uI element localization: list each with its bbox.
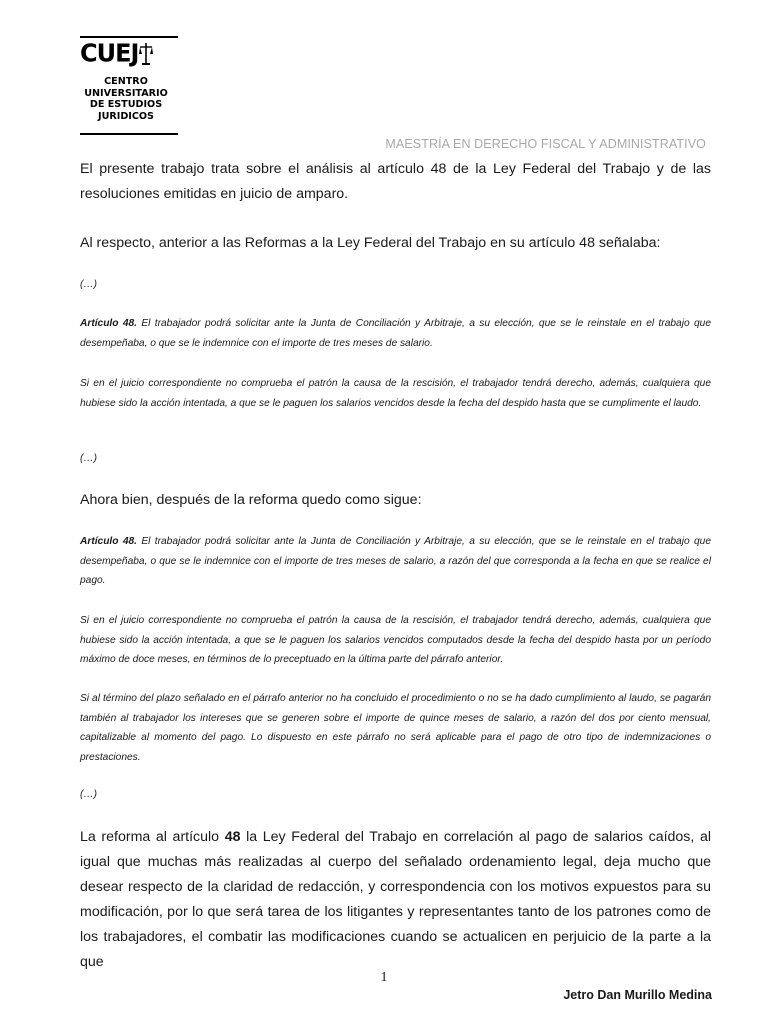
- ellipsis-2: (…): [80, 453, 97, 464]
- program-title: MAESTRÍA EN DERECHO FISCAL Y ADMINISTRATIVO: [385, 137, 706, 151]
- new-article-paragraph-3: Si al término del plazo señalado en el párrafo anterior no ha concluido el procedimiento o no se ha dado cumplimiento al laudo, se pagarán también al trabajador los intereses que se generen sobre el importe de quince meses de salario, a razón del dos por ciento mensual, capitalizable al momento del pago. Lo dispuesto en este párrafo no será aplicable para el pago de otro tipo de indemnizaciones o prestaciones.: [80, 693, 711, 763]
- author-name: Jetro Dan Murillo Medina: [563, 988, 712, 1002]
- ellipsis-3: (…): [80, 789, 97, 800]
- logo-wordmark: CUEJ: [80, 38, 139, 68]
- intro-paragraph: El presente trabajo trata sobre el análisis al artículo 48 de la Ley Federal del Trabajo y de las resoluciones emitidas en juicio de amparo.: [80, 161, 711, 202]
- scales-of-justice-icon: [139, 42, 153, 66]
- old-article-paragraph-2: Si en el juicio correspondiente no comprueba el patrón la causa de la rescisión, el trabajador tendrá derecho, además, cualquiera que hubiese sido la acción intentada, a que se le paguen los salarios vencidos desde la fecha del despido hasta que se cumplimente el laudo.: [80, 378, 711, 409]
- after-reform-paragraph: Ahora bien, después de la reforma quedo como sigue:: [80, 492, 422, 508]
- ellipsis-1: (…): [80, 279, 97, 290]
- new-article-label: Artículo 48.: [80, 536, 138, 547]
- old-article-label: Artículo 48.: [80, 318, 138, 329]
- logo-institution-name: CENTRO UNIVERSITARIO DE ESTUDIOS JURIDICOS: [84, 76, 168, 122]
- old-article-paragraph-1: Artículo 48. El trabajador podrá solicitar ante la Junta de Conciliación y Arbitraje, a su elección, que se le reinstale en el trabajo que desempeñaba, o que se le indemnice con el importe de tres meses de salario.: [80, 318, 711, 349]
- logo-bottom-rule: [80, 133, 178, 135]
- conclusion-paragraph: La reforma al artículo 48 la Ley Federal del Trabajo en correlación al pago de salarios caídos, al igual que muchas más realizadas al cuerpo del señalado ordenamiento legal, deja mucho que desear respecto de la claridad de redacción, y correspondencia con los motivos expuestos para su modificación, por lo que será tarea de los litigantes y representantes tanto de los patrones como de los trabajadores, el combatir las modificaciones cuando se actualicen en perjuicio de la parte a la que: [80, 829, 712, 970]
- new-article-paragraph-1: Artículo 48. El trabajador podrá solicitar ante la Junta de Conciliación y Arbitraje, a su elección, que se le reinstale en el trabajo que desempeñaba, o que se le indemnice con el importe de tres meses de salario, a razón del que corresponda a la fecha en que se realice el pago.: [80, 536, 711, 586]
- cuej-logo: [80, 36, 180, 122]
- article-number-bold: 48: [224, 829, 241, 845]
- page-number: 1: [380, 970, 388, 985]
- respect-paragraph: Al respecto, anterior a las Reformas a la Ley Federal del Trabajo en su artículo 48 señalaba:: [80, 235, 661, 251]
- new-article-paragraph-2: Si en el juicio correspondiente no comprueba el patrón la causa de la rescisión, el trabajador tendrá derecho, además, cualquiera que hubiese sido la acción intentada, a que se le paguen los salarios vencidos computados desde la fecha del despido hasta por un período máximo de doce meses, en términos de lo preceptuado en la última parte del párrafo anterior.: [80, 615, 711, 665]
